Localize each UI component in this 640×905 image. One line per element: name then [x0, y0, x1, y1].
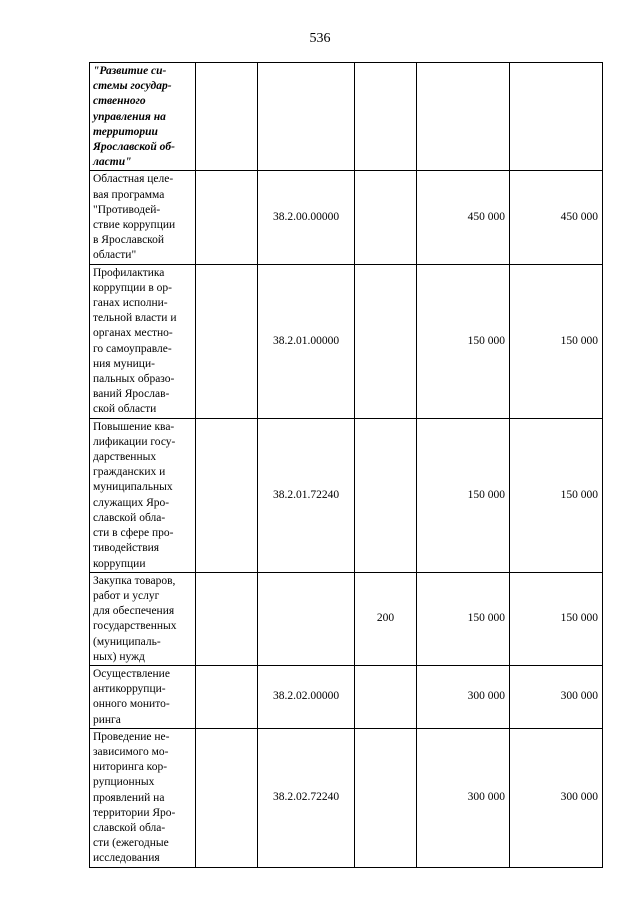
amount-cell-2: 300 000: [510, 665, 603, 728]
table-body: [90, 63, 603, 868]
amount-cell-1: [417, 63, 510, 171]
program-name-text: Проведение не- зависимого мо- ниторинга кор- рупционных проявлений на территории Яро- славской обла- сти (ежегодные исследования: [93, 730, 176, 865]
empty-cell: [196, 728, 258, 867]
target-code-cell: 38.2.01.00000: [258, 264, 355, 418]
program-name-text: Повышение ква- лификации госу- дарственных гражданских и муниципальных служащих Яро- славской обла- сти в сфере про- тиводействия коррупции: [93, 420, 176, 570]
table-row: [90, 572, 603, 665]
amount-cell-2: 300 000: [510, 728, 603, 867]
table-row: [90, 63, 603, 171]
program-name-cell: [90, 63, 196, 171]
table-row: [90, 418, 603, 572]
expense-type-cell: [355, 418, 417, 572]
empty-cell: [196, 171, 258, 264]
program-name-cell: [90, 264, 196, 418]
program-name-text: Областная целе- вая программа "Противодей- ствие коррупции в Ярославской области": [93, 173, 176, 262]
program-name-text: Закупка товаров, работ и услуг для обеспечения государственных (муниципаль- ных) нужд: [93, 574, 177, 663]
amount-cell-2: [510, 63, 603, 171]
target-code-cell: 38.2.01.72240: [258, 418, 355, 572]
target-code-cell: 38.2.00.00000: [258, 171, 355, 264]
expense-type-cell: 200: [355, 572, 417, 665]
expense-type-cell: [355, 728, 417, 867]
empty-cell: [196, 264, 258, 418]
program-name-text: "Развитие си- стемы государ- ственного управления на территории Ярославской об- ласти": [93, 65, 175, 169]
budget-table: [89, 62, 603, 868]
target-code-cell: 38.2.02.72240: [258, 728, 355, 867]
target-code-cell: 38.2.02.00000: [258, 665, 355, 728]
program-name-text: Осуществление антикоррупци- онного монито- ринга: [93, 667, 170, 726]
amount-cell-1: 300 000: [417, 728, 510, 867]
program-name-cell: [90, 728, 196, 867]
empty-cell: [196, 572, 258, 665]
table-row: [90, 728, 603, 867]
page-number: 536: [309, 31, 331, 46]
amount-cell-2: 150 000: [510, 264, 603, 418]
table-row: [90, 665, 603, 728]
program-name-cell: [90, 572, 196, 665]
table-row: [90, 171, 603, 264]
program-name-cell: [90, 665, 196, 728]
target-code-cell: [258, 63, 355, 171]
program-name-cell: [90, 171, 196, 264]
target-code-cell: [258, 572, 355, 665]
amount-cell-2: 150 000: [510, 572, 603, 665]
amount-cell-2: 150 000: [510, 418, 603, 572]
expense-type-cell: [355, 264, 417, 418]
empty-cell: [196, 665, 258, 728]
program-name-cell: [90, 418, 196, 572]
empty-cell: [196, 418, 258, 572]
amount-cell-1: 150 000: [417, 572, 510, 665]
amount-cell-1: 150 000: [417, 264, 510, 418]
expense-type-cell: [355, 665, 417, 728]
amount-cell-1: 300 000: [417, 665, 510, 728]
expense-type-cell: [355, 63, 417, 171]
program-name-text: Профилактика коррупции в ор- ганах исполни- тельной власти и органах местно- го самоуправле- ния муници- пальных образо- ваний Ярослав- ской области: [93, 266, 177, 416]
amount-cell-1: 150 000: [417, 418, 510, 572]
expense-type-cell: [355, 171, 417, 264]
empty-cell: [196, 63, 258, 171]
table-row: [90, 264, 603, 418]
amount-cell-2: 450 000: [510, 171, 603, 264]
amount-cell-1: 450 000: [417, 171, 510, 264]
